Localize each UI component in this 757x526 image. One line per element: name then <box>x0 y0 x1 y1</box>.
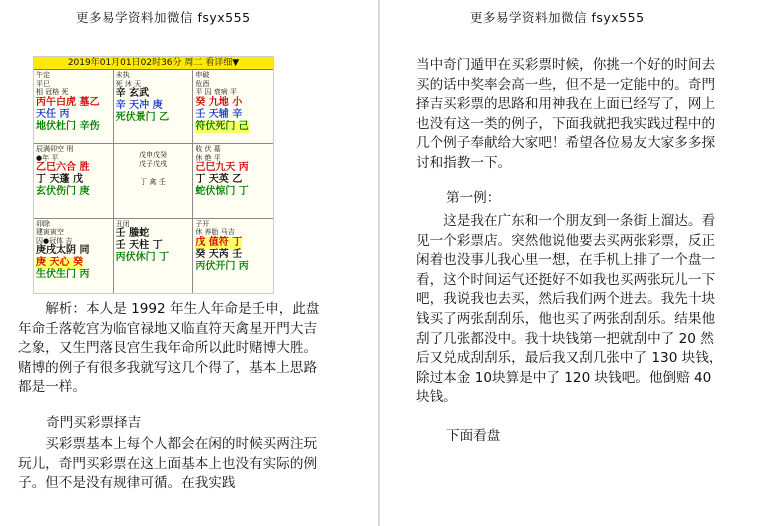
palace-cell <box>114 219 194 293</box>
cell-line: 戊 值符 丁 <box>195 236 243 248</box>
cell-line: 癸 天芮 壬 <box>195 248 243 260</box>
cell-line: 丁 天蓬 戊 <box>36 174 83 186</box>
cell-line: 蛇伏惊门 丁 <box>195 186 249 198</box>
cell-line: 壬 天辅 辛 <box>195 108 243 120</box>
cell-line: ●年 平 <box>36 153 59 162</box>
palace-cell <box>193 219 273 293</box>
palace-cell <box>193 70 273 144</box>
cell-line: 休 养胎 马吉 <box>195 228 235 237</box>
chart-grid <box>34 70 273 293</box>
cell-line: 辛 天冲 庚 <box>115 100 163 111</box>
palace-cell <box>114 70 194 144</box>
cell-line: 戊申戊癸 <box>138 151 167 160</box>
paragraph-1: 当中奇门遁甲在买彩票时候，你挑一个好的时间去买的话中奖率会高一些，但不是一定能中的。奇門择吉买彩票的思路和用神我在上面已经写了，网上也没有这一类的例子，下面我就把我实践过程中的几个例子奉献给大家吧！希望各位易友大家多多探讨和指教一下。 <box>416 57 716 171</box>
left-page <box>0 0 378 526</box>
qimen-chart <box>33 56 274 294</box>
example-title: 第一例： <box>446 190 501 206</box>
cell-line: 午定 <box>36 71 50 79</box>
cell-line: 壬 天柱 丁 <box>115 240 163 252</box>
cell-line: 危酉 <box>195 79 210 88</box>
cell-line: 天任 丙 <box>36 108 70 120</box>
cell-line: 戊子戊戌 <box>138 159 167 168</box>
cell-line: 玄伏伤门 庚 <box>36 186 90 198</box>
right-page <box>380 0 757 526</box>
cell-line: 子开 <box>195 219 210 228</box>
cell-line: 辰满卯空 刑 <box>36 145 74 154</box>
cell-line: 丑闭 <box>115 219 130 228</box>
cell-line: 丁 天英 乙 <box>195 174 243 186</box>
cell-line: 囚●冠体 吉 <box>36 236 73 245</box>
cell-line: 乙巳六合 胜 <box>36 162 90 174</box>
cell-line: 壬 螣蛇 <box>115 228 150 240</box>
palace-cell <box>34 70 114 144</box>
cell-line: 生伏生门 丙 <box>36 269 90 281</box>
left-page-header: 更多易学资料加微信 fsyx555 <box>76 10 251 25</box>
cell-line: 庚 天心 癸 <box>36 257 83 269</box>
cell-line: 死伏景门 乙 <box>115 112 170 123</box>
center-palace-cell <box>114 144 194 218</box>
palace-cell <box>193 144 273 218</box>
cell-line: 丙伏休门 丁 <box>115 252 170 264</box>
right-page-header: 更多易学资料加微信 fsyx555 <box>470 10 645 25</box>
cell-line: 申破 <box>195 71 210 79</box>
palace-cell <box>34 144 114 218</box>
cell-line: 丙午白虎 墓乙 <box>36 96 100 108</box>
intro-paragraph: 买彩票基本上每个人都会在闲的时候买两注玩玩儿，奇門买彩票在这上面基本上也没有实际的例子。但不是没有规律可循。在我实践 <box>18 436 318 492</box>
cell-line: 相 冠格 死 <box>36 88 69 96</box>
cell-line: 卯除 <box>36 219 50 228</box>
cell-line: 地伏杜门 辛伤 <box>36 120 100 132</box>
cell-line: 死 沐 天 <box>115 79 142 88</box>
analysis-paragraph: 解析：本人是 1992 年生人年命是壬申，此盘年命壬落乾宫为临官禄地又临直符天禽星开門大吉之象，又生門落艮宫生我年命所以此时赌博大胜。赌博的例子有很多我就写这几个得了，基本上思路都是一样。 <box>18 301 320 396</box>
cell-line: 辛 玄武 <box>115 88 150 99</box>
section-title: 奇門买彩票择吉 <box>46 415 142 431</box>
cell-line: 丁 禽 壬 <box>140 178 166 187</box>
chart-title-bar[interactable]: 2019年01月01日02时36分 周二 看详细▼ <box>34 57 273 70</box>
paragraph-2: 这是我在广东和一个朋友到一条街上溜达。看见一个彩票店。突然他说他要去买两张彩票，反正闲着也没事儿我心里一想，在手机上排了一个盘一看，这个时间运气还挺好不如我也买两张玩儿一下吧，我说我也去买，然后我们两个进去。我先十块钱买了两张刮刮乐，他也买了两张刮刮乐。结果他刮了几张都没中。我十块钱第一把就刮中了 20 然后又兑成刮刮乐，最后我又刮几张中了 130 块钱，除过本金 10块算是中了 120 块钱吧。他倒赔 40 块钱。 <box>416 213 723 406</box>
cell-line: 收 伏 墓 <box>195 145 221 154</box>
cell-line: 休 绝 平 <box>195 153 221 162</box>
palace-cell <box>34 219 114 293</box>
cell-line: 丙伏开门 丙 <box>195 260 249 272</box>
cell-line: 未执 <box>115 71 130 79</box>
cell-line: 建寅寅空 <box>36 228 64 237</box>
cell-line: 符伏死门 己 <box>195 120 249 132</box>
cell-line: 癸 九地 小 <box>195 96 243 108</box>
cell-line: 庚戌太阴 同 <box>36 245 90 257</box>
closing-line: 下面看盘 <box>446 428 501 444</box>
cell-line: 己巳九天 丙 <box>195 162 249 174</box>
cell-line: 平巳 <box>36 79 50 88</box>
cell-line: 平 囚 衰病 平 <box>195 88 238 96</box>
